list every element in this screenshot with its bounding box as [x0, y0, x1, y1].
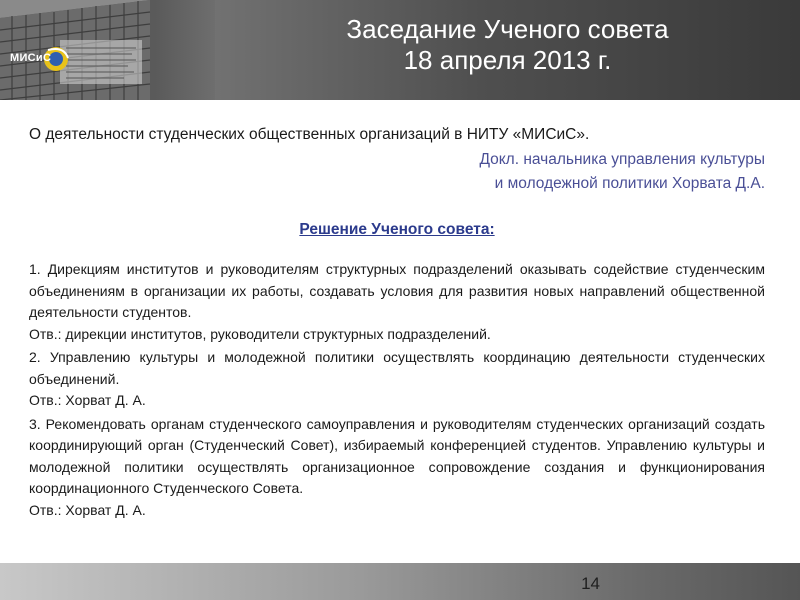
decision-item-3-responsible: Отв.: Хорват Д. А.	[29, 501, 146, 518]
building-photo	[0, 0, 215, 100]
decision-item-3: 3. Рекомендовать органам студенческого самоуправления и руководителям студенческих организаций создать координирующий орган (Студенческий Совет), избираемый конференцией студентов. Управлению культуры и молодежной политики осуществлять организационное сопровождение создания и функционирования координационного Студенческого Совета.	[29, 415, 765, 496]
slide-title-line2: 18 апреля 2013 г.	[403, 45, 612, 75]
slide-body	[29, 121, 765, 521]
decision-item-2: 2. Управлению культуры и молодежной политики осуществлять координацию деятельности студенческих объединений.	[29, 349, 765, 387]
slide-title	[215, 14, 800, 76]
decision-item-1-responsible: Отв.: дирекции институтов, руководители структурных подразделений.	[29, 325, 491, 342]
misis-logo	[8, 44, 72, 74]
page-number: 14	[581, 574, 600, 593]
agenda-topic: О деятельности студенческих общественных организаций в НИТУ «МИСиС».	[29, 126, 590, 143]
decision-heading: Решение Ученого совета:	[299, 221, 495, 238]
speaker-credit	[29, 148, 765, 196]
header-band	[0, 0, 800, 100]
decision-item-2-responsible: Отв.: Хорват Д. А.	[29, 392, 146, 408]
misis-logo-text: МИСиС	[10, 52, 52, 64]
footer-band	[0, 563, 800, 600]
decision-item-1: 1. Дирекциям институтов и руководителям структурных подразделений оказывать содействие студенческим объединениям в организации их работы, создавать условия для развития новых направлений общественной деятельности студентов.	[29, 261, 765, 320]
speaker-line1: Докл. начальника управления культуры	[479, 151, 765, 168]
speaker-line2: и молодежной политики Хорвата Д.А.	[494, 175, 765, 192]
slide-title-line1: Заседание Ученого совета	[346, 14, 669, 44]
